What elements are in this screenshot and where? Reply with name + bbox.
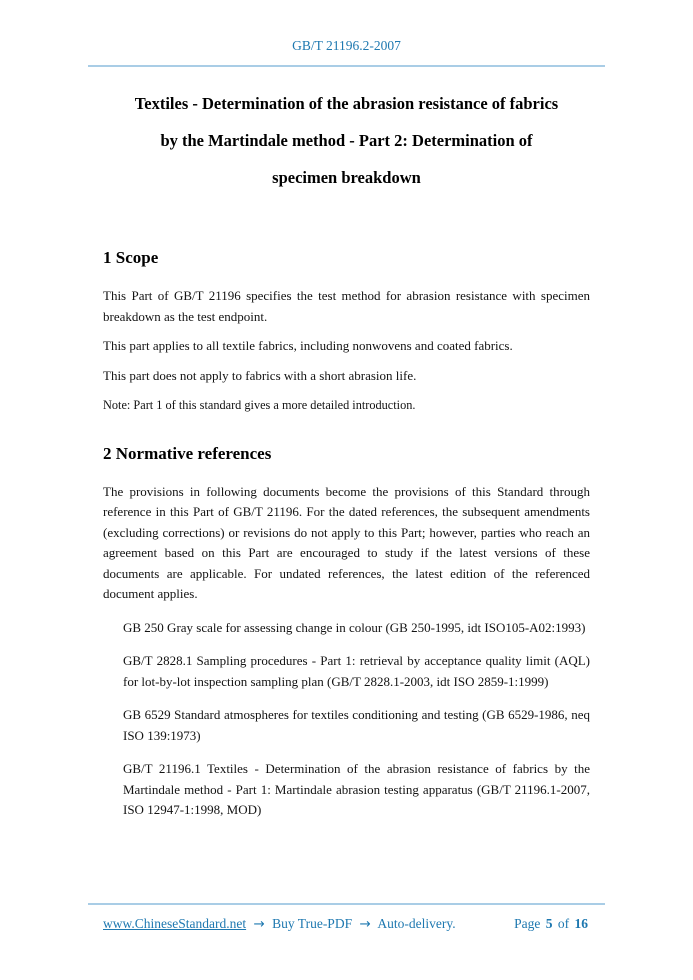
website-link[interactable]: www.ChineseStandard.net [103, 916, 247, 931]
doc-number: GB/T 21196.2-2007 [292, 38, 401, 53]
footer-promo-line [103, 916, 456, 932]
page-header [0, 0, 693, 54]
document-title [0, 85, 693, 196]
total-page-number: 16 [574, 916, 588, 931]
page-footer [0, 903, 693, 980]
footer-rule [88, 903, 605, 905]
title-line-3: specimen breakdown [272, 168, 421, 187]
arrow-icon: → [253, 916, 265, 932]
reference-item: GB 6529 Standard atmospheres for textiles conditioning and testing (GB 6529-1986, neq ISO 139:1973) [123, 707, 590, 743]
footer-buy-text: Buy True-PDF [272, 916, 353, 931]
title-line-1: Textiles - Determination of the abrasion resistance of fabrics [134, 94, 559, 113]
title-line-2: by the Martindale method - Part 2: Determination of [160, 131, 533, 150]
paragraph: This part applies to all textile fabrics, including nonwovens and coated fabrics. [103, 338, 513, 353]
section-references-heading: 2 Normative references [103, 443, 272, 463]
paragraph: This Part of GB/T 21196 specifies the test method for abrasion resistance with specimen breakdown as the test endpoint. [103, 288, 590, 324]
section-scope-heading: 1 Scope [103, 248, 159, 267]
paragraph: The provisions in following documents become the provisions of this Standard through reference in this Part of GB/T 21196. For the dated references, the subsequent amendments (excluding corrections) or revisions do not apply to this Part; however, parties who reach an agreement based on this Part are encouraged to study if the latest versions of these documents are applicable. For undated references, the latest edition of the referenced document applies. [103, 483, 590, 601]
footer-delivery-text: Auto-delivery. [377, 916, 456, 931]
header-rule [88, 65, 605, 67]
paragraph: This part does not apply to fabrics with a short abrasion life. [103, 367, 417, 383]
note-text: Note: Part 1 of this standard gives a more detailed introduction. [103, 398, 416, 412]
current-page-number: 5 [545, 916, 553, 931]
reference-item: GB 250 Gray scale for assessing change in colour (GB 250-1995, idt ISO105-A02:1993) [123, 619, 586, 635]
page-indicator [514, 916, 590, 932]
arrow-icon: → [359, 916, 371, 932]
reference-item: GB/T 21196.1 Textiles - Determination of the abrasion resistance of fabrics by the Martindale method - Part 1: Martindale abrasion testing apparatus (GB/T 21196.1-2007, ISO 12947-1:1998, MOD) [123, 761, 590, 817]
reference-item: GB/T 2828.1 Sampling procedures - Part 1: retrieval by acceptance quality limit (AQL) for lot-by-lot inspection sampling plan (GB/T 2828.1-2003, idt ISO 2859-1:1999) [123, 653, 590, 689]
of-word: of [557, 916, 570, 931]
document-body [0, 247, 693, 821]
page-word: Page [514, 916, 541, 931]
